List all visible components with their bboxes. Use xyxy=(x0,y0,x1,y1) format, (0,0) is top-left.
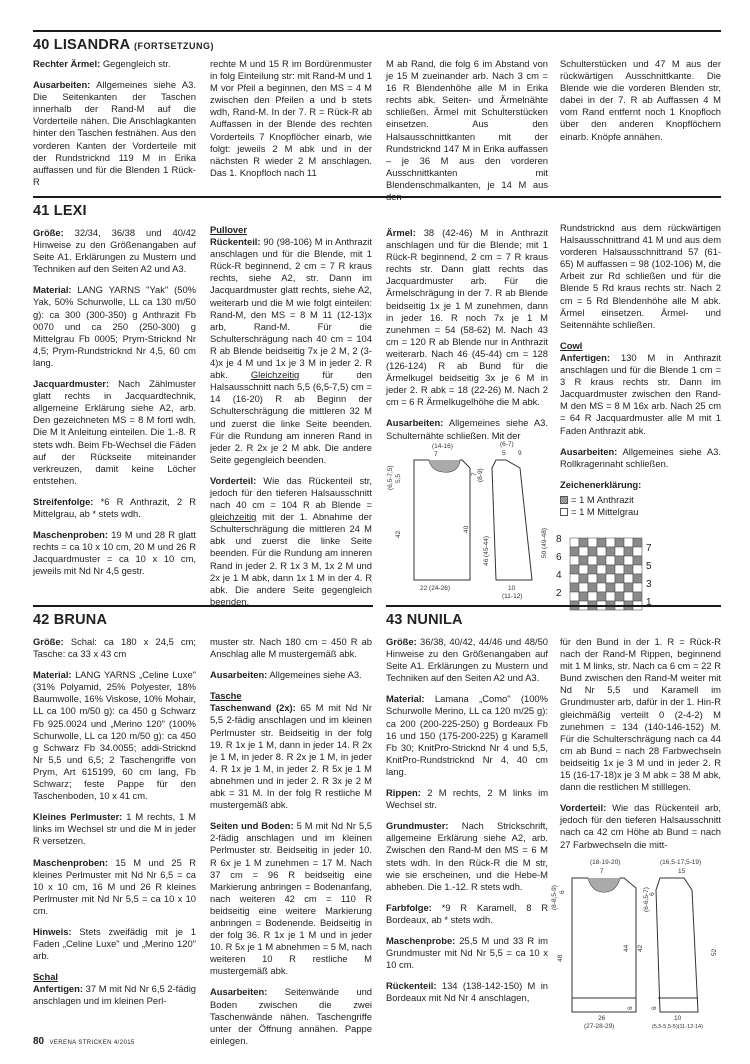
text: Gleichzeitig xyxy=(250,369,300,381)
dim-label: (8-9) xyxy=(477,468,484,482)
section-header-nunila xyxy=(386,605,721,628)
text: 15 M und 25 R kleines Perlmuster mit Nd Nr 6,5 = ca 10 x 10 cm, 16 M und 26 R kleines Perlmuster mit Nd Nr 5,5 = ca 10 x 10 cm. xyxy=(33,856,196,916)
label: Jacquardmuster: xyxy=(33,378,110,390)
row-label: 8 xyxy=(556,534,562,545)
label: Ausarbeiten: xyxy=(386,417,444,429)
dim-label: 10 xyxy=(508,585,516,592)
text: 1 M rechts, 1 M links im Wechsel str und die M in jeder R versetzen. xyxy=(33,811,196,847)
label: Ausarbeiten: xyxy=(33,79,91,91)
label: Größe: xyxy=(33,636,64,647)
lexi-col-2 xyxy=(210,222,372,617)
sleeve-outline xyxy=(492,460,532,580)
dim-label: 10 xyxy=(674,1015,682,1022)
neckline-shading xyxy=(414,460,460,472)
text: Nach Zählmuster glatt rechts in Jacquardtechnik, allgemeine Erklärung siehe A2, arb. Den gezeichneten MS = 8 M fortl wdh. Die M lt Anleitung einteilen. Die 1.-8. R stets wdh. Beim Fb-Wechsel die Fäden auf der Rückseite miteinander verkreuzen, damit keine Löcher entstehen. xyxy=(33,378,196,486)
section-number: 40 xyxy=(33,37,50,53)
dim-label: 22 (24-26) xyxy=(420,585,450,592)
label: Material: xyxy=(33,284,72,296)
text: LANG YARNS "Yak" (50% Yak, 50% Schurwolle, LL ca 130 m/50 g): ca 300 (300-350) g Anthrazit Fb 0070 und ca 250 (250-300) g Mittelgrau Fb 0005; Prym-Stricknd Nr 4,5; Prym-Rundstricknd Nr 4,5, 60 cm lang. xyxy=(33,284,196,368)
dim-label: 50 (49-48) xyxy=(541,528,548,558)
chart-cell xyxy=(588,574,597,583)
bruna-col-1 xyxy=(33,636,196,1017)
row-label: 5 xyxy=(646,561,652,572)
text: *9 R Karamell, 8 R Bordeaux, ab * stets wdh. xyxy=(386,901,548,925)
dim-label: 44 xyxy=(623,944,630,952)
dim-label: 26 xyxy=(598,1015,606,1022)
chart-cell xyxy=(624,556,633,565)
sleeve-outline xyxy=(656,878,698,1012)
dim-label: (5,5-5,5-5)(11-12-14) xyxy=(652,1024,703,1030)
row-label: 1 xyxy=(646,597,652,608)
section-header-lexi xyxy=(33,196,721,219)
text: für den Halsausschnitt nach 5,5 (6,5-7,5) cm = 14 (16-20) R ab Beginn der Schulterschrägung die mittleren 32 M und zuerst die linke Seite beenden. Für die Rundung am inneren Rand in jeder 2. R 2x je 2 M abk. Die andere Seite gegengleich beenden. xyxy=(210,369,373,465)
dim-label: 6 xyxy=(559,890,566,894)
dim-label: (6-7) xyxy=(500,441,514,448)
chart-cell xyxy=(597,565,606,574)
text: *6 R Anthrazit, 2 R Mittelgrau, ab * stets wdh. xyxy=(33,495,196,519)
text: 36/38, 40/42, 44/46 und 48/50 xyxy=(416,636,548,647)
dim-label: 15 xyxy=(678,868,686,875)
lisandra-col-3 xyxy=(386,58,548,212)
jacquard-chart xyxy=(570,538,642,610)
label: Ärmel: xyxy=(386,227,416,238)
chart-cell xyxy=(615,574,624,583)
chart-cell xyxy=(615,565,624,574)
label: Maschenproben: xyxy=(33,856,109,868)
chart-cell xyxy=(597,538,606,547)
chart-cell xyxy=(615,592,624,601)
label: Rechter Ärmel: xyxy=(33,58,101,69)
dim-label: 7 xyxy=(600,868,604,875)
chart-cell xyxy=(624,565,633,574)
text: Wie das Rückenteil str, jedoch für den tieferen Halsausschnitt nach 40 cm = 104 R ab Blende = xyxy=(210,474,372,511)
dim-label: 6 xyxy=(651,1006,658,1010)
text: Allgemeines siehe A3. Rollkragennaht schließen. xyxy=(560,445,721,469)
text: LANG YARNS „Celine Luxe" (31% Polyamid, 25% Polyester, 18% Baumwolle, 16% Viskose, 10% Mohair, LL ca 100 m/50 g): ca 450 g Schwarz Fb 925.0024 und „Merino 120" (100% Schurwolle, LL ca 120 m/50 g): ca 450 g Schwarz Fb 34.0055; addi-Stricknd Nr 5,5 und 6,5; 2 Taschengriffe von Prym, Art 615199, 60 cm lang, Fb Schwarz; feste Pappe für den Taschenboden, 10 x 41 cm. xyxy=(33,669,196,802)
page-footer xyxy=(33,1036,135,1047)
dim-label: (6-6,5-7) xyxy=(643,887,650,912)
label: Anfertigen: xyxy=(560,351,610,363)
lexi-col-1 xyxy=(33,227,196,586)
chart-cell xyxy=(570,547,579,556)
chart-cell xyxy=(597,556,606,565)
text: rechte M und 15 R im Bordürenmuster in folg Einteilung str: mit Rand-M und 1 M vor Pfeil a beginnen, den MS = 4 M zwischen den Pfeilen a und b stets wdh, Rand-M. In der 7. R = Rück-R ab Auffassen in der Blende des rechten Vorderteils 7 Knopflöcher einarb, wie folgt: jeweils 2 M abk und in der nächsten R wieder 2 M anschlagen. Das 1. Knopfloch nach 11 xyxy=(210,58,372,178)
body-outline xyxy=(414,460,470,580)
dim-label: 40 xyxy=(463,525,470,533)
chart-cell xyxy=(606,583,615,592)
row-label: 6 xyxy=(556,552,562,563)
section-header-lisandra xyxy=(33,30,721,53)
legend-label: = 1 M Mittelgrau xyxy=(571,505,639,517)
chart-cell xyxy=(588,592,597,601)
dim-label: (14-16) xyxy=(432,443,453,450)
text: Allgemeines siehe A3. Die Seitenkanten der Taschen innerhalb der Rand-M auf die Vorderteile nähen. Die Anschlagkanten hinter den Taschen festnähen. Aus den vorderen Kanten der Vorderteile mit der Rundstricknd 119 M in Erika auffassen und für die Blenden 1 Rück-R xyxy=(33,79,196,187)
chart-cell xyxy=(597,547,606,556)
dim-label: 42 xyxy=(637,944,644,952)
chart-cell xyxy=(633,547,642,556)
label: Material: xyxy=(386,693,425,705)
label: Taschenwand (2x): xyxy=(210,702,296,714)
lisandra-col-1 xyxy=(33,58,196,197)
text: 65 M mit Nd Nr 5,5 2-fädig anschlagen und im kleinen Perlmuster str. Beidseitig in der folg 19. R 1x je 1 M, dann in jeder 14. R 2x je 1 M, in jeder 8. R 2x je 1 M, in jeder 4. R 1x je 1 M, in jeder 2. R 5x je 1 M abnehmen und in jeder 2. R 3x je 2 M abk = 31 M. In der folg R restliche M mustergemäß abk. xyxy=(210,702,372,811)
text: für den Bund in der 1. R = Rück-R nach der Rand-M Rippen, beginnend mit 1 M links, str. Nach ca 6 cm = 22 R Bund zwischen den Rand-M weiter mit Nd Nr 5,5 und Karamell im Grundmuster arb, dafür in der 1. Hin-R gleichmäßig verteilt 0 (2-4-2) M zunehmen = 134 (140-146-152) M. Für die Schulterschrägung nach ca 44 cm ab Bund = nach 28 Farbwechseln beidseitig 1x je 3 M und in jeder 2. R 15 (16-17-18)x je 3 M abk = 38 M abk, dann die restlichen M stilllegen. xyxy=(560,636,721,793)
chart-cell xyxy=(570,556,579,565)
chart-cell xyxy=(606,538,615,547)
chart-cell xyxy=(570,592,579,601)
chart-cell xyxy=(633,574,642,583)
dim-label: (8-8,5-9) xyxy=(551,885,558,910)
swatch-anthrazit xyxy=(560,496,568,504)
chart-cell xyxy=(633,583,642,592)
text: Hinweise zu den Größenangaben auf Seite A1. Erklärungen zu Mustern und Techniken auf den Seiten A2 und A3. xyxy=(33,239,196,275)
text: Gegengleich str. xyxy=(100,58,171,69)
page-number: 80 xyxy=(33,1036,45,1047)
lisandra-col-4 xyxy=(560,58,721,152)
label: Material: xyxy=(33,669,72,681)
dim-label: (27-28-29) xyxy=(584,1023,615,1030)
chart-cell xyxy=(633,538,642,547)
label: Anfertigen: xyxy=(33,983,83,995)
subheading-pullover: Pullover xyxy=(210,224,247,235)
nunila-col-1 xyxy=(386,636,548,1013)
text: 90 (98-106) M in Anthrazit anschlagen und für die Blende, mit 1 Rück-R beginnend, 2 cm = 7 R kraus rechts, siehe A2, str. Dann im Jacquardmuster glatt rechts, siehe A2, weiterarb und die M wie folgt einteilen: Rand-M, den MS = 8 M 11 (12-13)x arb, Rand-M. Für die Schulterschrägung nach 40 cm = 104 R ab Blende beidseitig 7x je 2 M, 2 (3-4)x je 4 M und 1x je 3 M in jeder 2. R abk. xyxy=(210,236,372,381)
text: Hinweise zu den Größenangaben auf Seite A1. Erklärungen zu Mustern und Techniken auf den Seiten A2 und A3. xyxy=(386,648,548,684)
section-title: 43 NUNILA xyxy=(386,612,463,628)
label: Ausarbeiten: xyxy=(560,445,618,457)
text: Allgemeines siehe A3. Schulternähte schließen. Mit der xyxy=(386,417,548,441)
text: 32/34, 36/38 und 40/42 xyxy=(63,227,196,238)
chart-cell xyxy=(597,592,606,601)
chart-cell xyxy=(597,574,606,583)
label: Farbfolge: xyxy=(386,901,432,913)
text: 2 M rechts, 2 M links im Wechsel str. xyxy=(386,787,548,811)
dim-label: 9 xyxy=(518,450,522,457)
nunila-col-2 xyxy=(560,636,721,860)
chart-cell xyxy=(633,565,642,574)
dim-label: (18-19-20) xyxy=(590,859,621,866)
chart-cell xyxy=(579,547,588,556)
label: Grundmuster: xyxy=(386,820,449,832)
text: Rundstricknd aus dem rückwärtigen Halsausschnittrand 41 M und aus dem vorderen Halsausschnittrand 57 (61-65) M auffassen = 98 (102-106) M, die Arbeit zur Rd schließen und für die Blende 5 Rd kraus rechts str. Nach 2 cm = 5 Rd Blendenhöhe alle M abk. Ärmel einsetzen. Ärmel- und Seitennähte schließen. xyxy=(560,222,721,330)
dim-label: 5,5 xyxy=(395,473,402,483)
label: Ausarbeiten: xyxy=(210,669,268,681)
label: Maschenproben: xyxy=(33,529,109,541)
chart-cell xyxy=(588,565,597,574)
chart-cell xyxy=(624,574,633,583)
dim-label: 5 xyxy=(502,450,506,457)
chart-cell xyxy=(606,547,615,556)
magazine-name: VERENA STRICKEN 4/2015 xyxy=(49,1040,135,1046)
chart-cell xyxy=(579,592,588,601)
text: Lamana „Como" (100% Schurwolle Merino, LL ca 120 m/25 g): ca 200 (200-225-250) g Bordeaux Fb 16 und 150 (175-200-225) g Karamell Fb 30; KnitPro-Stricknd Nr 4 und 5,5, KnitPro-Rundstricknd Nr 4, 40 cm lang. xyxy=(386,693,548,777)
dim-label: 46 (45-44) xyxy=(483,536,490,566)
text: 19 M und 28 R glatt rechts = ca 10 x 10 cm, 20 M und 26 R Jacquardmuster = ca 10 x 10 cm, jeweils mit Nd Nr 4,5 gestr. xyxy=(33,529,196,577)
chart-cell xyxy=(570,583,579,592)
chart-cell xyxy=(570,565,579,574)
dim-label: 6 xyxy=(649,892,656,896)
text: 25,5 M und 33 R im Grundmuster mit Nd Nr 5,5 = ca 10 x 10 cm. xyxy=(386,934,548,971)
text: mit der 1. Abnahme der Schulterschrägung die mittleren 24 M abk und zuerst die linke Seite beenden. Für die Rundung am inneren Rand in jeder 2. R 1x 3 M, 1x 2 M und 2x je 1 M abk, dann 1x 1 M in der 4. R abk. Die andere Seite gegengleich beenden. xyxy=(210,511,372,607)
label: Vorderteil: xyxy=(210,474,257,486)
text: Wie das Rückenteil arb, jedoch für den tieferen Halsausschnitt nach ca 42 cm Höhe ab Bund = nach 27 Farbwechseln die mitt- xyxy=(560,802,721,850)
text: 37 M mit Nd Nr 6,5 2-fädig anschlagen und im kleinen Perl- xyxy=(33,983,196,1007)
label: Ausarbeiten: xyxy=(210,986,268,998)
subheading-schal: Schal xyxy=(33,971,59,983)
lisandra-col-2 xyxy=(210,58,372,188)
label: Rückenteil: xyxy=(210,236,261,248)
text: M ab Rand, die folg 6 im Abstand von je 15 M zueinander arb. Nach 3 cm = 16 R Blendenhöhe alle M in Erika rechts abk. Seiten- und Ärmelnähte schließen. Ärmel mit Schulterstücken einsetzen. Aus den Halsausschnittkanten mit der Rundstricknd 147 M in Erika auffassen – je 36 M aus den vorderen Ausschnittkanten mit Blendenschmalkanten, je 14 M aus den xyxy=(386,58,548,203)
label: Streifenfolge: xyxy=(33,495,94,507)
legend-title: Zeichenerklärung: xyxy=(560,478,642,490)
legend-item xyxy=(560,506,721,518)
label: Größe: xyxy=(386,636,417,647)
bruna-col-2 xyxy=(210,636,372,1056)
section-title: LISANDRA xyxy=(53,37,130,53)
chart-cell xyxy=(633,556,642,565)
lexi-col-4 xyxy=(560,222,721,518)
legend-label: = 1 M Anthrazit xyxy=(571,493,634,505)
dim-label: (11-12) xyxy=(502,593,523,600)
dim-label: (6,5-7,5) xyxy=(387,465,394,490)
label: Rippen: xyxy=(386,787,421,799)
text: muster str. Nach 180 cm = 450 R ab Anschlag alle M mustergemäß abk. xyxy=(210,636,372,660)
lexi-schematic xyxy=(384,438,552,598)
row-label: 3 xyxy=(646,579,652,590)
dim-label: 42 xyxy=(395,530,402,538)
chart-cell xyxy=(588,538,597,547)
swatch-mittelgrau xyxy=(560,508,568,516)
legend xyxy=(560,479,721,518)
subheading-cowl: Cowl xyxy=(560,339,583,351)
row-label: 4 xyxy=(556,570,562,581)
row-label: 7 xyxy=(646,543,652,554)
chart-cell xyxy=(624,547,633,556)
chart-cell xyxy=(597,583,606,592)
subheading-tasche: Tasche xyxy=(210,690,242,702)
section-title: 42 BRUNA xyxy=(33,612,108,628)
section-title: 41 LEXI xyxy=(33,203,87,219)
dim-label: 52 xyxy=(711,948,718,956)
chart-cell xyxy=(624,592,633,601)
chart-cell xyxy=(606,592,615,601)
chart-cell xyxy=(624,583,633,592)
chart-cell xyxy=(615,583,624,592)
label: Kleines Perlmuster: xyxy=(33,811,123,823)
chart-cell xyxy=(624,538,633,547)
text: Nach Strickschrift, allgemeine Erklärung siehe A2, arb. Zwischen den Rand-M den MS = 6 M stets wdh. In den Rück-R die M str, wie sie erscheinen, und die Hebe-M abheben. Die 1.-12. R stets wdh. xyxy=(386,820,548,892)
lexi-col-3 xyxy=(386,227,548,451)
text: 38 (42-46) M in Anthrazit anschlagen und für die Blende; mit 1 Rück-R beginnend, 2 cm = 7 R kraus rechts str. Dann glatt rechts das Jacquardmuster arb. Für die Ärmelschrägung in der 7. R ab Blende beidseitig 1x je 1 M zunehmen, dann in jeder 16. R noch 7x je 1 M zunehmen = 54 (58-62) M. Nach 43 cm = 120 R ab Blende nur in Anthrazit weiterarb. Nach 46 (45-44) cm = 128 (126-124) R ab Bund für die Ärmelkugel beidseitig 3x je 6 M in jeder 2. R abk = 18 (22-26) M. Nach 2 cm = 6 R Ärmelkugelhöhe die M abk. xyxy=(386,227,548,408)
text: Schal: ca 180 x 24,5 cm; Tasche: ca 33 x 43 cm xyxy=(33,636,196,660)
chart-cell xyxy=(606,565,615,574)
chart-cell xyxy=(606,556,615,565)
chart-cell xyxy=(615,547,624,556)
text: gleichzeitig xyxy=(210,511,257,523)
chart-cell xyxy=(579,538,588,547)
chart-cell xyxy=(570,574,579,583)
chart-cell xyxy=(570,538,579,547)
chart-cell xyxy=(633,592,642,601)
text: Allgemeines siehe A3. xyxy=(267,669,362,681)
chart-cell xyxy=(579,556,588,565)
chart-cell xyxy=(579,583,588,592)
dim-label: 6 xyxy=(627,1006,634,1010)
label: Maschenprobe: xyxy=(386,934,456,946)
section-suffix: (FORTSETZUNG) xyxy=(133,41,214,51)
chart-cell xyxy=(606,574,615,583)
label: Größe: xyxy=(33,227,64,238)
chart-cell xyxy=(588,556,597,565)
dim-label: 7 xyxy=(471,472,478,476)
chart-cell xyxy=(579,565,588,574)
chart-cell xyxy=(588,583,597,592)
chart-cell xyxy=(615,538,624,547)
row-label: 2 xyxy=(556,588,562,599)
dim-label: 48 xyxy=(557,954,564,962)
chart-cell xyxy=(588,547,597,556)
text: 134 (138-142-150) M in Bordeaux mit Nd Nr 4 anschlagen, xyxy=(386,980,548,1004)
text: Seitenwände und Boden zwischen die zwei Taschenwände nähen. Taschengriffe unter der Öffnung annähen. Pappe einlegen. xyxy=(210,986,372,1046)
label: Vorderteil: xyxy=(560,802,607,814)
text: 5 M mit Nd Nr 5,5 2-fädig anschlagen und im kleinen Perlmuster str. Beidseitig in jeder 10. R 6x je 1 M zunehmen = 17 M. Nach 37 cm = 96 R beidseitig eine Markierung anbringen = Bodenanfang, nach weiteren 42 cm = 110 R beidseitig eine weitere Markierung anbringen = Bodenende. Beidseitig in der folg 36. R 1x je 1 M und in jeder 10. R 5x je 1 M abnehmen = 5 M, nach weiteren 10 R restliche M mustergemäß abk. xyxy=(210,820,372,977)
dim-label: (16,5-17,5-19) xyxy=(660,859,702,866)
nunila-schematic xyxy=(552,856,724,1032)
section-header-bruna xyxy=(33,605,373,628)
text: Stets zweifädig mit je 1 Faden „Celine Luxe" und „Merino 120" arb. xyxy=(33,925,196,962)
chart-cell xyxy=(579,574,588,583)
text: Schulterstücken und 47 M aus der rückwärtigen Ausschnittkante. Die Blende wie die vorderen Blenden str, dabei in der 7. R ab Auffassen 4 M vom Rand entfernt noch 1 Knopfloch über den anderen Knopflöchern einarb. Knöpfe annähen. xyxy=(560,58,721,142)
label: Hinweis: xyxy=(33,925,72,937)
dim-label: 7 xyxy=(434,451,438,458)
chart-cell xyxy=(615,556,624,565)
label: Rückenteil: xyxy=(386,980,437,992)
label: Seiten und Boden: xyxy=(210,820,294,832)
legend-item xyxy=(560,494,721,506)
text: 130 M in Anthrazit anschlagen und für die Blende 1 cm = 3 R kraus rechts str. Dann im Jacquardmuster zwischen den Rand-M den MS = 8 M 16x arb. Nach 25 cm = 64 R Jacquardmuster alle M mit 1 Faden Anthrazit abk. xyxy=(560,351,721,436)
